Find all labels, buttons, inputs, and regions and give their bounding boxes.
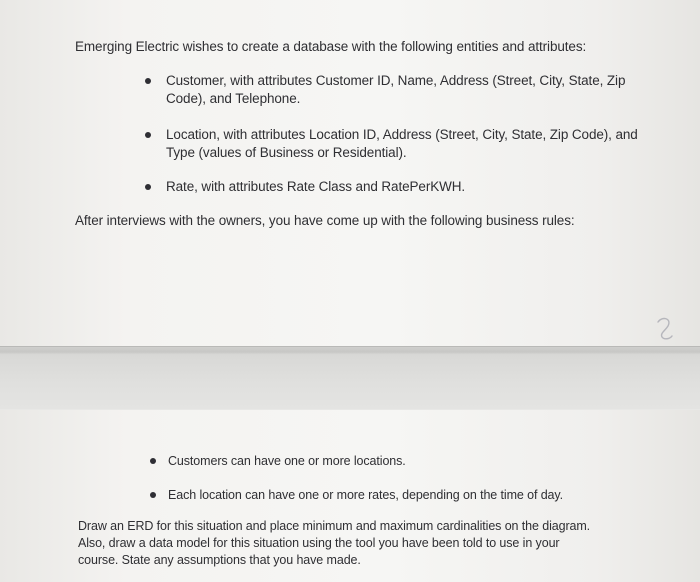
bullet-icon — [150, 458, 156, 464]
pen-mark-icon — [650, 312, 680, 346]
question-panel-bottom — [0, 409, 700, 582]
task-line-1: Draw an ERD for this situation and place minimum and maximum cardinalities on the diagram. — [78, 519, 591, 533]
intro-text: Emerging Electric wishes to create a database with the following entities and attributes: — [75, 39, 587, 54]
entity-location-line-1: Location, with attributes Location ID, Address (Street, City, State, Zip Code), and — [166, 127, 638, 142]
bullet-icon — [150, 492, 156, 498]
bullet-icon — [145, 132, 151, 138]
entity-customer-line-1: Customer, with attributes Customer ID, Name, Address (Street, City, State, Zip — [166, 73, 626, 88]
page-separator-band — [0, 346, 700, 410]
bullet-icon — [145, 78, 151, 84]
entity-customer-line-2: Code), and Telephone. — [166, 91, 301, 106]
task-line-3: course. State any assumptions that you have made. — [78, 553, 361, 567]
entity-location-line-2: Type (values of Business or Residential). — [166, 145, 407, 160]
bullet-icon — [145, 184, 151, 190]
rules-intro-text: After interviews with the owners, you have come up with the following business rules: — [75, 213, 575, 228]
rule-customers-locations: Customers can have one or more locations. — [168, 454, 406, 468]
task-line-2: Also, draw a data model for this situation using the tool you have been told to use in your — [78, 536, 560, 550]
entity-rate-line-1: Rate, with attributes Rate Class and RatePerKWH. — [166, 179, 466, 194]
rule-location-rates: Each location can have one or more rates, depending on the time of day. — [168, 488, 564, 502]
